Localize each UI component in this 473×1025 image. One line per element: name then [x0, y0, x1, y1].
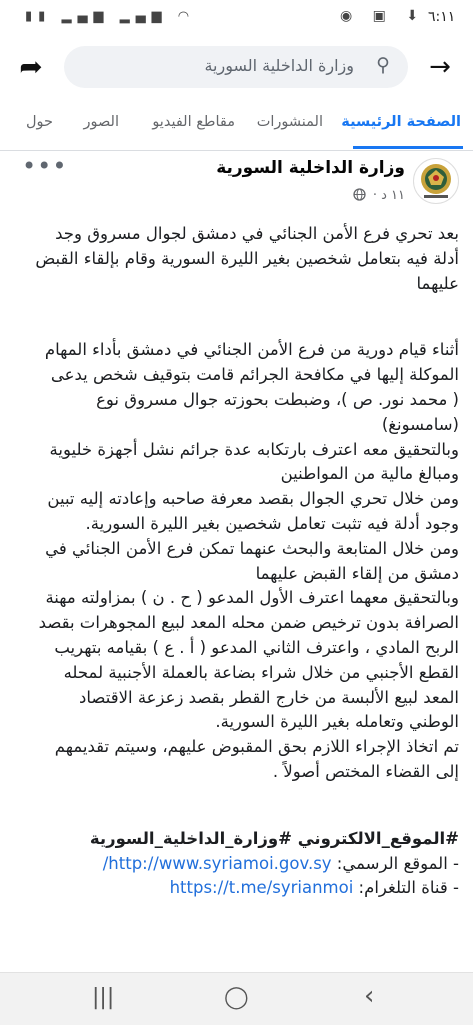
spacer — [14, 785, 459, 827]
tab-home[interactable]: الصفحة الرئيسية — [341, 114, 461, 130]
system-nav-bar — [0, 972, 473, 1025]
text-line: الصرافة بدون ترخيص ضمن محله المعد لبيع المجوهرات بقصد — [38, 613, 459, 633]
text-line: ومبالغ مالية من المواطنين — [280, 464, 459, 484]
back-arrow-icon[interactable]: → — [429, 52, 451, 82]
website-line — [14, 852, 459, 877]
avatar[interactable] — [413, 158, 459, 204]
post-time: ١١ د · — [372, 188, 405, 203]
text-line: الموكلة إليها في مكافحة الجرائم قامت بتوقيف شخص يدعى — [50, 365, 459, 385]
share-icon[interactable]: ➦ — [19, 50, 43, 83]
text-line: وبالتحقيق معهما اعترف الأول المدعو ( ح . ن ) بمزاولته مهنة — [45, 588, 459, 608]
signal-wifi-icons: ▮▮ ▂▄▆ ▂▄▆ ◠ — [25, 9, 196, 24]
tab-videos[interactable]: مقاطع الفيديو — [152, 114, 235, 130]
telegram-line — [14, 876, 459, 901]
notification-icons: ◉ ▣ ⬇ — [340, 8, 427, 24]
text-line: القطع الأجنبي من خلال شراء بضاعة بالعملة الأجنبية لمحله — [63, 662, 459, 682]
post-title — [14, 222, 459, 296]
website-label: - الموقع الرسمي: — [331, 853, 459, 873]
clock: ٦:١١ — [428, 9, 456, 25]
telegram-label: - قناة التلغرام: — [353, 878, 459, 898]
post-text — [14, 338, 459, 784]
text-line: بعد تحري فرع الأمن الجنائي في دمشق لجوال مسروق وجد — [55, 224, 459, 243]
text-line: عليهما — [416, 273, 459, 293]
website-link[interactable]: http://www.syriamoi.gov.sy/ — [102, 853, 332, 873]
top-bar — [0, 36, 473, 98]
tab-about[interactable]: حول — [26, 114, 53, 130]
post-header — [0, 150, 473, 218]
text-line: أدلة فيه بتعامل شخصين بغير الليرة السورية وقام بإلقاء القبض — [35, 248, 459, 268]
tab-posts[interactable]: المنشورات — [256, 114, 323, 130]
tab-photos[interactable]: الصور — [83, 114, 119, 130]
search-icon: ⚲ — [376, 54, 390, 76]
page-name[interactable]: وزارة الداخلية السورية — [216, 158, 405, 178]
text-line: ومن خلال تحري الجوال بقصد معرفة صاحبه وإعادته إليه تبين — [47, 489, 459, 509]
text-line: الوطني وتعامله بغير الليرة السورية. — [215, 712, 459, 732]
text-line: المعد لبيع الألبسة من خارج القطر بقصد زعزعة الاقتصاد — [79, 687, 459, 707]
text-line: دمشق من إلقاء القبض عليهما — [255, 563, 459, 583]
text-line: (سامسونغ) — [381, 414, 459, 434]
text-line: الربح المادي ، واعترف الثاني المدعو ( أ . ع ) بقيامه بتهريب — [54, 637, 459, 657]
more-options-icon[interactable]: ••• — [22, 152, 68, 180]
active-tab-indicator — [353, 146, 463, 149]
back-icon[interactable]: ‹ — [364, 981, 375, 1011]
globe-icon — [353, 188, 366, 201]
search-input[interactable] — [64, 46, 408, 88]
text-line: تم اتخاذ الإجراء اللازم بحق المقبوض عليهم، وسيتم تقديمهم — [54, 737, 459, 757]
post-hashtags[interactable]: #الموقع_الالكتروني #وزارة_الداخلية_السورية — [89, 828, 459, 848]
home-icon[interactable]: ◯ — [224, 985, 249, 1010]
text-line: وجود أدلة فيه تثبت تعامل شخصين بغير الليرة السورية. — [85, 513, 459, 533]
ministry-emblem-icon — [414, 159, 458, 203]
post-body — [14, 222, 459, 901]
text-line: ( محمد نور. ص )، وضبطت بحوزته جوال مسروق نوع — [96, 389, 459, 409]
text-line: إلى القضاء المختص أصولاً . — [272, 761, 459, 781]
text-line: ومن خلال المتابعة والبحث عنهما تمكن فرع الأمن الجنائي في — [45, 538, 459, 558]
recents-icon[interactable]: ||| — [92, 985, 115, 1010]
spacer — [14, 296, 459, 338]
search-query: وزارة الداخلية السورية — [204, 56, 354, 75]
status-bar — [0, 0, 473, 36]
page-tabs — [0, 98, 473, 151]
text-line: أثناء قيام دورية من فرع الأمن الجنائي في دمشق بأداء المهام — [44, 340, 459, 360]
telegram-link[interactable]: https://t.me/syrianmoi — [169, 878, 354, 898]
text-line: وبالتحقيق معه اعترف بارتكابه عدة جرائم نشل أجهزة خليوية — [49, 439, 459, 459]
post-meta — [353, 188, 405, 203]
